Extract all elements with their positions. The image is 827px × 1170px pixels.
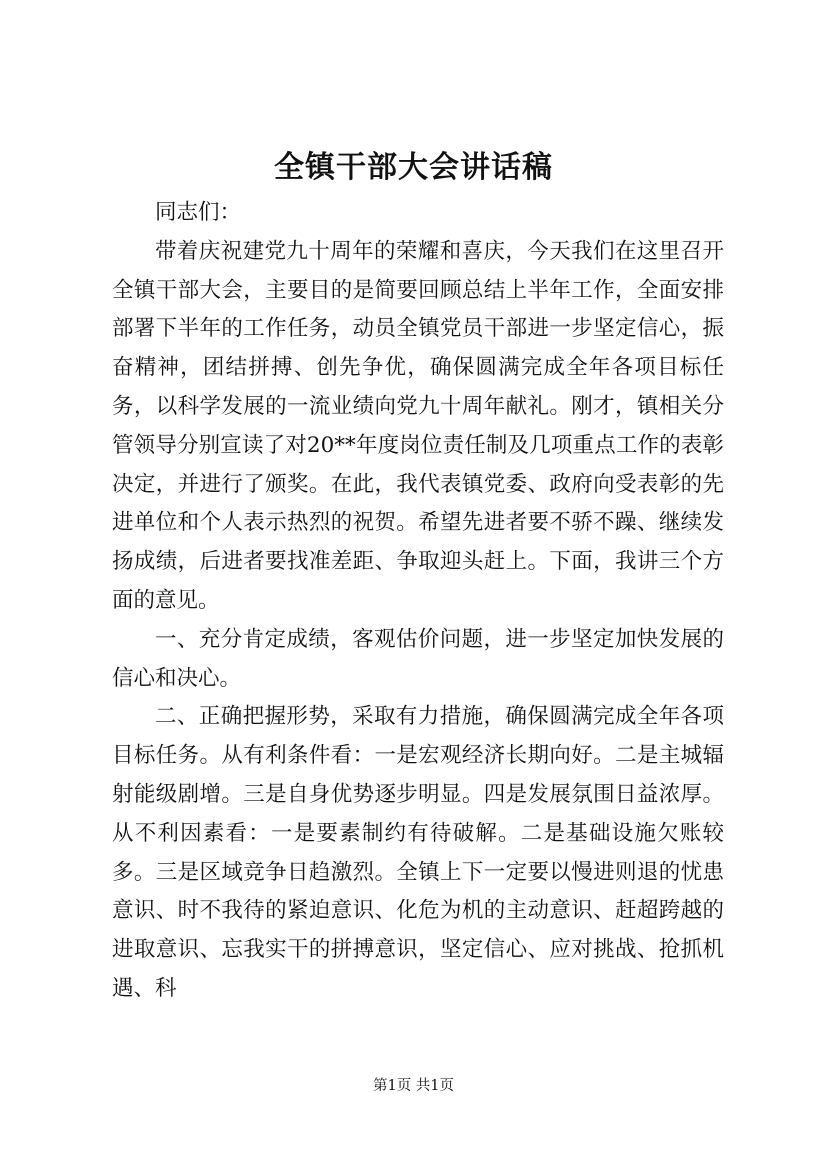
page-footer: 第1页 共1页: [372, 1078, 455, 1094]
section-two-paragraph: 二、正确把握形势，采取有力措施，确保圆满完成全年各项目标任务。从有利条件看：一是宏观经济长期向好。二是主城辐射能级剧增。三是自身优势逐步明显。四是发展氛围日益浓厚。从不利因素看：一是要素制约有待破解。二是基础设施欠账较多。三是区域竞争日趋激烈。全镇上下一定要以慢进则退的忧患意识、时不我待的紧迫意识、化危为机的主动意识、赶超跨越的进取意识、忘我实干的拼搏意识，坚定信心、应对挑战、抢抓机遇、科: [112, 704, 724, 1001]
section-one-paragraph: 一、充分肯定成绩，客观估价问题，进一步坚定加快发展的信心和决心。: [112, 626, 724, 691]
salutation-paragraph: 同志们：: [155, 200, 242, 225]
opening-paragraph: 带着庆祝建党九十周年的荣耀和喜庆，今天我们在这里召开全镇干部大会，主要目的是简要回顾总结上半年工作，全面安排部署下半年的工作任务，动员全镇党员干部进一步坚定信心，振奋精神，团结拼搏、创先争优，确保圆满完成全年各项目标任务，以科学发展的一流业绩向党九十周年献礼。刚才，镇相关分管领导分别宣读了对20**年度岗位责任制及几项重点工作的表彰决定，并进行了颁奖。在此，我代表镇党委、政府向受表彰的先进单位和个人表示热烈的祝贺。希望先进者要不骄不躁、继续发扬成绩，后进者要找准差距、争取迎头赶上。下面，我讲三个方面的意见。: [112, 238, 724, 613]
document-body: [112, 194, 724, 1009]
document-title: 全镇干部大会讲话稿: [274, 150, 553, 185]
